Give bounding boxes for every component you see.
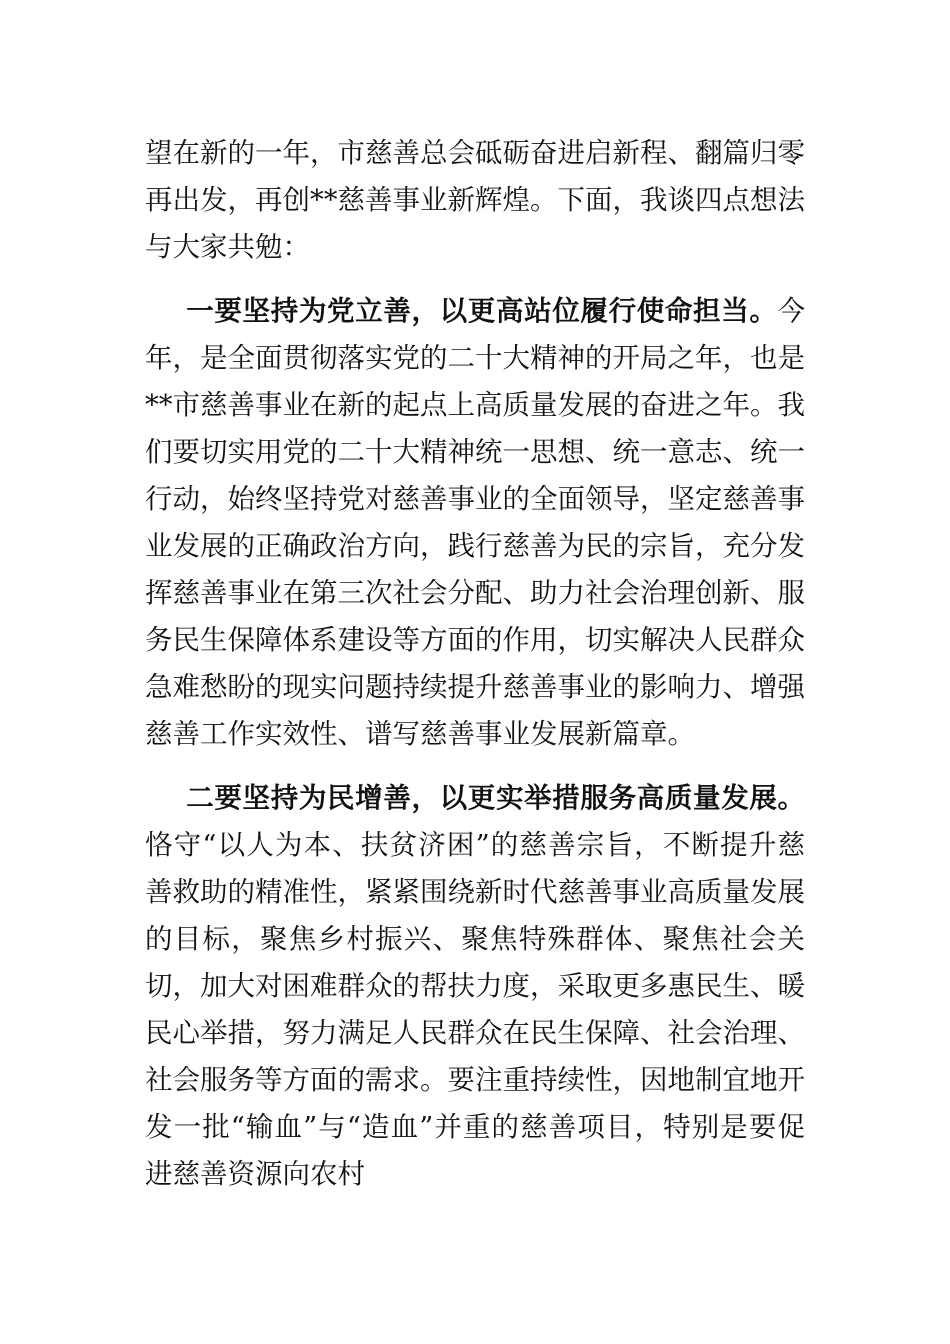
paragraph-continued xyxy=(145,130,805,271)
paragraph-point-one xyxy=(145,288,805,758)
paragraph-text: 恪守“以人为本、扶贫济困”的慈善宗旨，不断提升慈善救助的精准性，紧紧围绕新时代慈善事业高质量发展的目标，聚焦乡村振兴、聚焦特殊群体、聚焦社会关切，加大对困难群众的帮扶力度，采取更多惠民生、暖民心举措，努力满足人民群众在民生保障、社会治理、社会服务等方面的需求。要注重持续性，因地制宜地开发一批“输血”与“造血”并重的慈善项目，特别是要促进慈善资源向农村 xyxy=(145,829,805,1190)
paragraph-heading: 一要坚持为党立善，以更高站位履行使命担当。 xyxy=(186,295,778,327)
paragraph-text: 望在新的一年，市慈善总会砥砺奋进启新程、翻篇归零再出发，再创**慈善事业新辉煌。下面，我谈四点想法与大家共勉： xyxy=(145,137,805,263)
paragraph-text: 今年，是全面贯彻落实党的二十大精神的开局之年，也是**市慈善事业在新的起点上高质量发展的奋进之年。我们要切实用党的二十大精神统一思想、统一意志、统一行动，始终坚持党对慈善事业的全面领导，坚定慈善事业发展的正确政治方向，践行慈善为民的宗旨，充分发挥慈善事业在第三次社会分配、助力社会治理创新、服务民生保障体系建设等方面的作用，切实解决人民群众急难愁盼的现实问题持续提升慈善事业的影响力、增强慈善工作实效性、谱写慈善事业发展新篇章。 xyxy=(145,295,805,750)
paragraph-heading: 二要坚持为民增善，以更实举措服务高质量发展。 xyxy=(186,782,805,814)
paragraph-point-two xyxy=(145,775,805,1198)
document-body xyxy=(145,130,805,1215)
